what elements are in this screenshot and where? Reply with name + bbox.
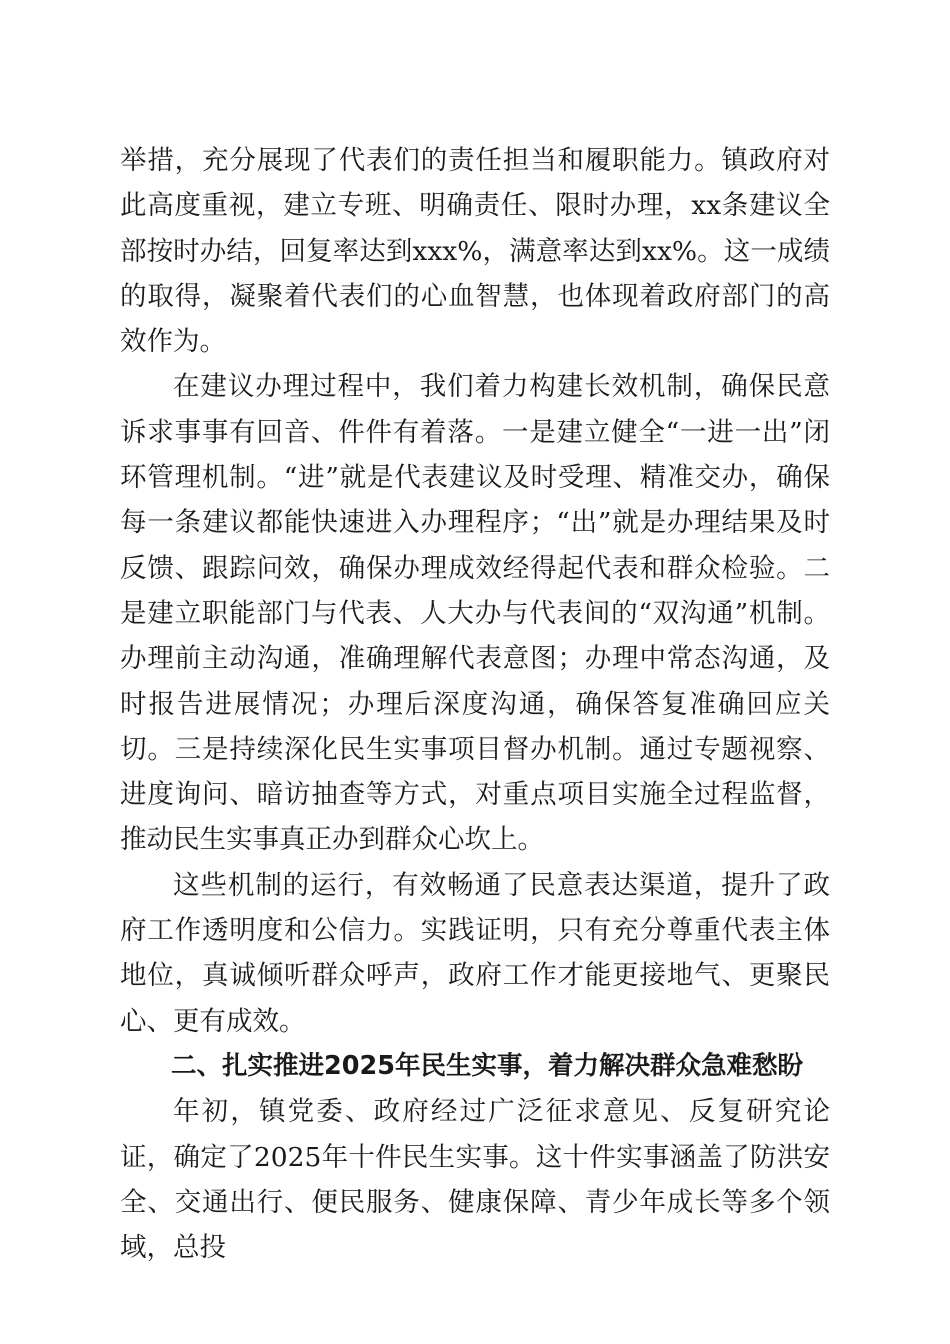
paragraph-mechanism: 在建议办理过程中，我们着力构建长效机制，确保民意诉求事事有回音、件件有着落。一是建立健全“一进一出”闭环管理机制。“进”就是代表建议及时受理、精准交办，确保每一条建议都能快速进入办理程序；“出”就是办理结果及时反馈、跟踪问效，确保办理成效经得起代表和群众检验。二是建立职能部门与代表、人大办与代表间的“双沟通”机制。办理前主动沟通，准确理解代表意图；办理中常态沟通，及时报告进展情况；办理后深度沟通，确保答复准确回应关切。三是持续深化民生实事项目督办机制。通过专题视察、进度询问、暗访抽查等方式，对重点项目实施全过程监督，推动民生实事真正办到群众心坎上。 xyxy=(120,371,830,856)
paragraph-results: 这些机制的运行，有效畅通了民意表达渠道，提升了政府工作透明度和公信力。实践证明，只有充分尊重代表主体地位，真诚倾听群众呼声，政府工作才能更接地气、更聚民心、更有成效。 xyxy=(120,869,830,1037)
paragraph-livelihood: 年初，镇党委、政府经过广泛征求意见、反复研究论证，确定了2025年十件民生实事。这十件实事涵盖了防洪安全、交通出行、便民服务、健康保障、青少年成长等多个领域，总投 xyxy=(120,1096,830,1264)
document-body xyxy=(120,138,830,1270)
paragraph-continuation: 举措，充分展现了代表们的责任担当和履职能力。镇政府对此高度重视，建立专班、明确责任、限时办理，xx条建议全部按时办结，回复率达到xxx%，满意率达到xx%。这一成绩的取得，凝聚着代表们的心血智慧，也体现着政府部门的高效作为。 xyxy=(120,145,830,358)
section-heading-2: 二、扎实推进2025年民生实事，着力解决群众急难愁盼 xyxy=(171,1050,803,1081)
